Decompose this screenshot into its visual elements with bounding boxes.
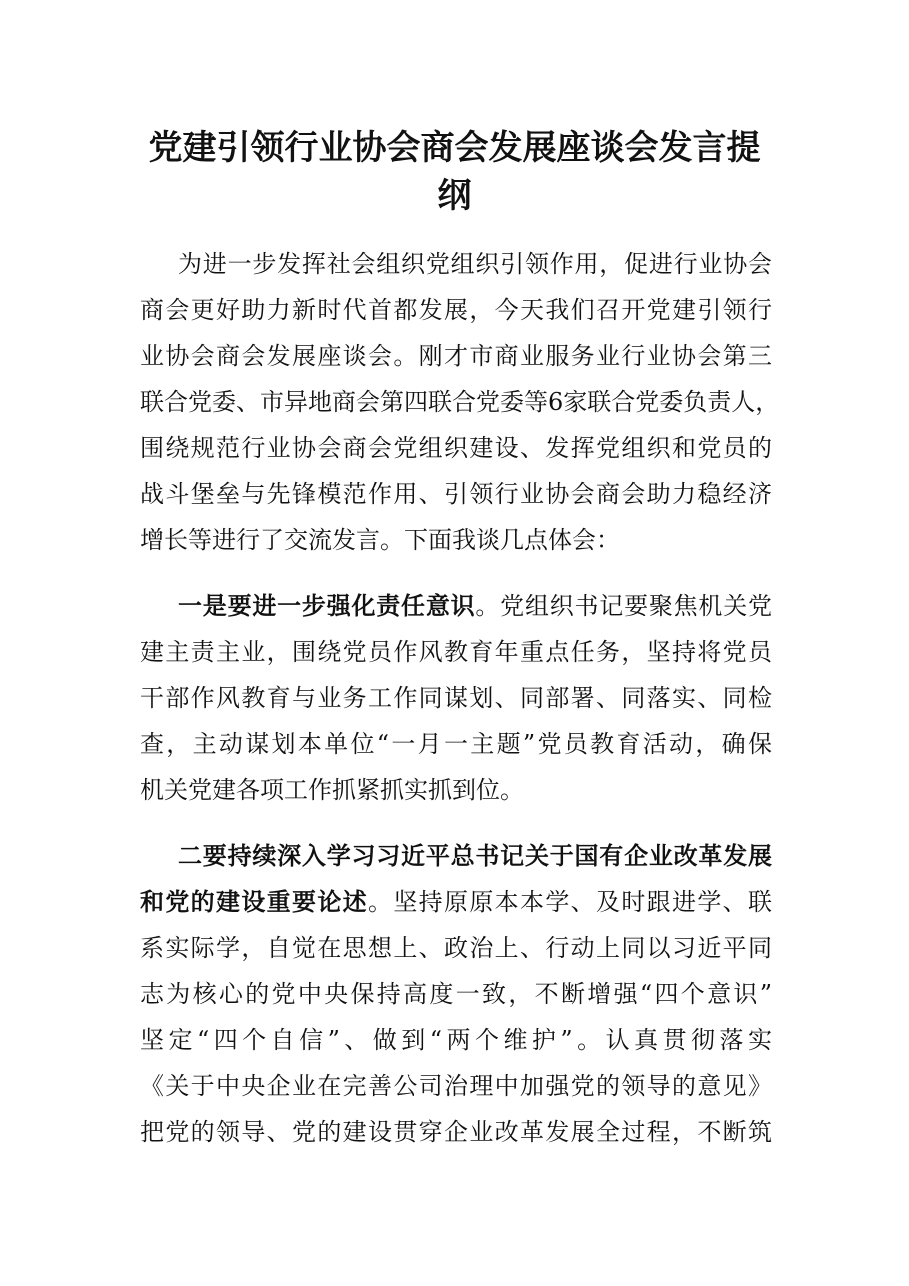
- paragraph-3-heading-part-1: 二要持续深入学习习近平总书记关于国有企业改革发展: [178, 842, 772, 870]
- paragraph-1-line-2: 商会更好助力新时代首都发展，今天我们召开党建引领行: [140, 296, 772, 324]
- paragraph-1-line-5: 围绕规范行业协会商会党组织建设、发挥党组织和党员的: [140, 434, 772, 462]
- paragraph-2-line-2: 建主责主业，围绕党员作风教育年重点任务，坚持将党员: [140, 638, 772, 666]
- paragraph-2-heading: 一是要进一步强化责任意识: [178, 592, 476, 620]
- paragraph-2-line-4: 查，主动谋划本单位“一月一主题”党员教育活动，确保: [140, 730, 772, 758]
- paragraph-2-line-5: 机关党建各项工作抓紧抓实抓到位。: [140, 776, 524, 804]
- paragraph-1-line-1: 为进一步发挥社会组织党组织引领作用，促进行业协会: [178, 250, 772, 278]
- paragraph-3-line-2: [140, 882, 772, 922]
- paragraph-3-line-2-text: 。坚持原原本本学、及时跟进学、联: [368, 888, 772, 916]
- paragraph-1-line-4: 联合党委、市异地商会第四联合党委等6家联合党委负责人，: [140, 388, 780, 416]
- paragraph-2-line-1-text: 。党组织书记要聚焦机关党: [475, 592, 772, 620]
- paragraph-1-line-7: 增长等进行了交流发言。下面我谈几点体会：: [140, 526, 620, 554]
- paragraph-3-line-6: 《关于中央企业在完善公司治理中加强党的领导的意见》: [140, 1072, 772, 1100]
- paragraph-3-heading-part-2: 和党的建设重要论述: [140, 888, 368, 916]
- document-title-line-1: 党建引领行业协会商会发展座谈会发言提: [148, 128, 761, 168]
- paragraph-3-line-5: 坚定“四个自信”、做到“两个维护”。认真贯彻落实: [140, 1026, 772, 1054]
- document-title-line-2: 纲: [437, 176, 472, 216]
- paragraph-3-line-4: 志为核心的党中央保持高度一致，不断增强“四个意识”: [140, 980, 772, 1008]
- paragraph-1-line-6: 战斗堡垒与先锋模范作用、引领行业协会商会助力稳经济: [140, 480, 772, 508]
- paragraph-2-line-3: 干部作风教育与业务工作同谋划、同部署、同落实、同检: [140, 684, 772, 712]
- paragraph-1-line-3: 业协会商会发展座谈会。刚才市商业服务业行业协会第三: [140, 342, 772, 370]
- paragraph-2-line-1: [178, 586, 772, 626]
- paragraph-3-line-7: 把党的领导、党的建设贯穿企业改革发展全过程，不断筑: [140, 1118, 772, 1146]
- paragraph-3-line-1: [178, 836, 772, 876]
- paragraph-3-line-3: 系实际学，自觉在思想上、政治上、行动上同以习近平同: [140, 934, 772, 962]
